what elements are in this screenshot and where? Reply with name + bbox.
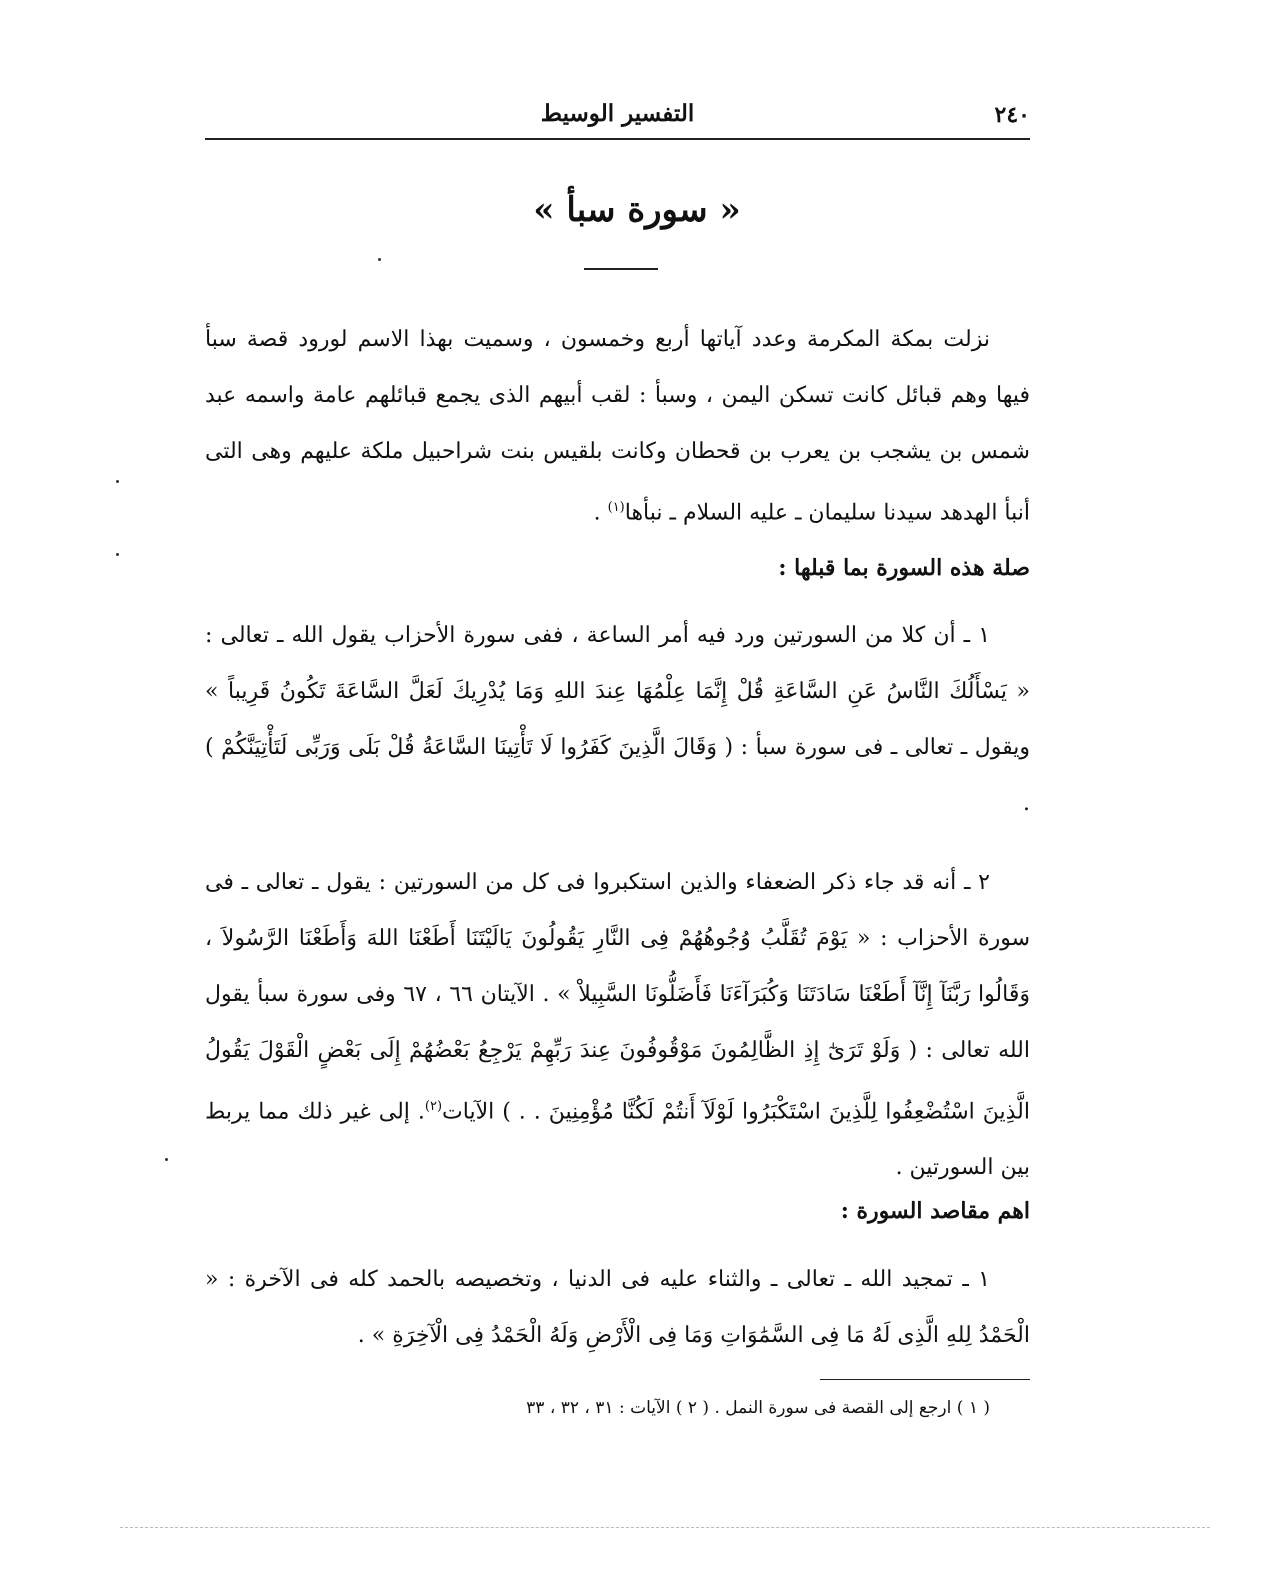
scan-speck <box>165 1158 168 1161</box>
intro-text: نزلت بمكة المكرمة وعدد آياتها أربع وخمسون ، وسميت بهذا الاسم لورود قصة سبأ فيها وهم قبائل كانت تسكن اليمن ، وسبأ : لقب أبيهم الذى يجمع قبائلهم عامة واسمه عبد شمس بن يشجب بن يعرب بن قحطان وكانت بلقيس بنت شراحبيل ملكة عليهم وهى التى أنبأ الهدهد سيدنا سليمان ـ عليه السلام ـ نبأها <box>205 327 1030 526</box>
objective-item-1-text: ١ ـ تمجيد الله ـ تعالى ـ والثناء عليه فى الدنيا ، وتخصيصه بالحمد كله فى الآخرة : « الْحَمْدُ لِلهِ الَّذِى لَهُ مَا فِى السَّمَٰوَاتِ وَمَا فِى الْأَرْضِ وَلَهُ الْحَمْدُ فِى الْآخِرَةِ » . <box>205 1267 1030 1348</box>
scan-edge-line <box>120 1527 1210 1528</box>
page-header <box>205 98 1030 140</box>
relation-item-2-end: . إلى غير ذلك مما يربط بين السورتين . <box>205 1099 1030 1181</box>
relation-item-2 <box>205 855 1030 1196</box>
surah-title: « سورة سبأ » <box>533 190 741 230</box>
footnote-divider <box>820 1379 1030 1380</box>
title-divider <box>584 268 658 270</box>
footnote-ref-2: (٢) <box>424 1099 443 1114</box>
scan-speck <box>378 258 381 261</box>
scan-speck <box>116 553 119 556</box>
running-title: التفسير الوسيط <box>540 100 695 127</box>
relation-item-1-text: ١ ـ أن كلا من السورتين ورد فيه أمر الساعة ، ففى سورة الأحزاب يقول الله ـ تعالى : « يَسْأَلُكَ النَّاسُ عَنِ السَّاعَةِ قُلْ إِنَّمَا عِلْمُهَا عِندَ اللهِ وَمَا يُدْرِيكَ لَعَلَّ السَّاعَةَ تَكُونُ قَرِيباً » ويقول ـ تعالى ـ فى سورة سبأ : ( وَقَالَ الَّذِينَ كَفَرُوا لَا تَأْتِينَا السَّاعَةُ قُلْ بَلَى وَرَبِّى لَتَأْتِيَنَّكُمْ ) . <box>205 623 1030 816</box>
relation-item-1 <box>205 608 1030 832</box>
intro-paragraph <box>205 312 1030 541</box>
page-number: ٢٤٠ <box>994 102 1030 128</box>
relation-item-2-text: ٢ ـ أنه قد جاء ذكر الضعفاء والذين استكبروا فى كل من السورتين : يقول ـ تعالى ـ فى سورة الأحزاب : « يَوْمَ تُقَلَّبُ وُجُوهُهُمْ فِى النَّارِ يَقُولُونَ يَالَيْتَنَا أَطَعْنَا اللهَ وَأَطَعْنَا الرَّسُولاَ ، وَقَالُوا رَبَّنَآ إِنَّآ أَطَعْنَا سَادَتَنَا وَكُبَرَآءَنَا فَأَضَلُّونَا السَّبِيلاْ » . الآيتان ٦٦ ، ٦٧ وفى سورة سبأ يقول الله تعالى : ( وَلَوْ تَرَىٰٓ إِذِ الظَّالِمُونَ مَوْقُوفُونَ عِندَ رَبِّهِمْ يَرْجِعُ بَعْضُهُمْ إِلَى بَعْضٍ الْقَوْلَ يَقُولُ الَّذِينَ اسْتُضْعِفُوا لِلَّذِينَ اسْتَكْبَرُوا لَوْلَآ أَنتُمْ لَكُنَّا مُؤْمِنِينَ . . ) الآيات <box>205 870 1030 1125</box>
section-heading-objectives: اهم مقاصد السورة : <box>840 1198 1030 1224</box>
section-heading-relation: صلة هذه السورة بما قبلها : <box>778 555 1030 581</box>
footnotes: ( ١ ) ارجع إلى القصة فى سورة النمل . ( ٢ ) الآيات : ٣١ ، ٣٢ ، ٣٣ <box>526 1398 990 1418</box>
footnote-ref-1: (١) <box>607 500 625 515</box>
intro-end: . <box>593 500 608 526</box>
objective-item-1 <box>205 1252 1030 1364</box>
scan-speck <box>116 480 119 483</box>
